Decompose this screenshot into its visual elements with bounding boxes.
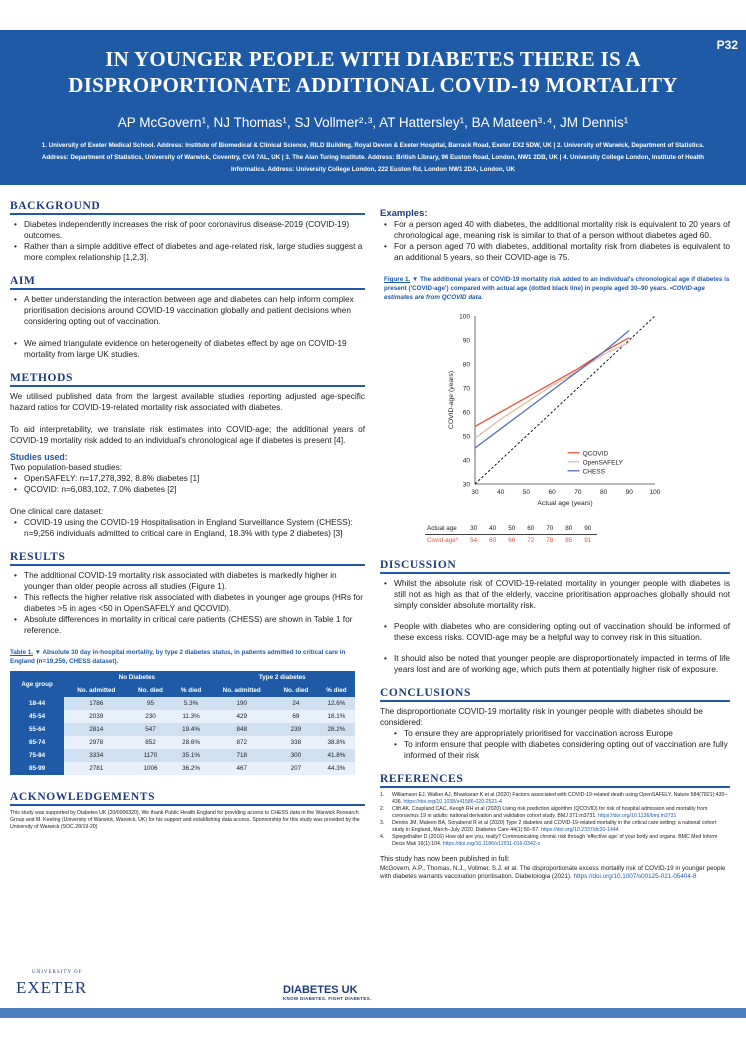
table-cell: 2978 <box>64 736 128 749</box>
table-row <box>10 710 355 723</box>
x-tick-label: 30 <box>471 489 479 496</box>
diabetes-uk-logo <box>283 984 372 1001</box>
table-cell: 16.1% <box>318 710 355 723</box>
exeter-logo <box>16 970 88 998</box>
y-axis-label: COVID-age (years) <box>448 370 455 430</box>
y-tick-label: 90 <box>462 337 470 345</box>
covid-age-cell: 85 <box>565 537 573 544</box>
table-cell: 95 <box>128 697 172 710</box>
discussion-bullet: • People with diabetes who are considering opting out of vaccination should be informed of these excess risks. COVID-age may be a helpful way to convey risk in this situation. <box>380 621 730 643</box>
table-row <box>10 736 355 749</box>
figure-caption-text: The additional years of COVID-19 mortality risk added to an individual's chronological age if diabetes is present ('COVID-age') compared with actual age (dotted black line) in people aged 30–90 years. <box>384 276 730 292</box>
caret-down-icon: ▼ <box>34 649 41 656</box>
table-cell: 44.3% <box>318 762 355 775</box>
discussion-list <box>380 578 730 675</box>
background-bullet: • Rather than a simple additive effect of diabetes and age-related risk, large studies suggest a more complex relationship [1,2,3]. <box>10 241 365 263</box>
reference-item <box>380 806 730 820</box>
clinical-dataset-label: One clinical care dataset: <box>10 506 104 516</box>
reference-link[interactable]: https://doi.org/10.1186/s12911-016-0342-z <box>442 841 541 847</box>
covid-age-row <box>425 535 597 547</box>
figure-label: Figure 1. <box>384 276 411 283</box>
actual-age-cell: 30 <box>470 525 478 532</box>
age-group-cell: 75-84 <box>10 749 64 762</box>
covid-age-cell: 60 <box>489 537 497 544</box>
reference-number: 3. <box>380 820 385 826</box>
studies-heading: Studies used: <box>10 452 68 462</box>
table-cell: 872 <box>210 736 274 749</box>
table-cell: 2781 <box>64 762 128 775</box>
table-cell: 207 <box>274 762 318 775</box>
table-cell: 852 <box>128 736 172 749</box>
covid-age-cell: 66 <box>508 537 516 544</box>
references-heading: REFERENCES <box>380 773 730 788</box>
actual-age-cell: 90 <box>584 525 592 532</box>
caret-down-icon: ▼ <box>412 276 419 283</box>
table-cell: 1786 <box>64 697 128 710</box>
table-cell: 69 <box>274 710 318 723</box>
table-row <box>10 749 355 762</box>
col-header: No. admitted <box>64 684 128 697</box>
reference-item <box>380 820 730 834</box>
table-cell: 28.2% <box>318 723 355 736</box>
table-cell: 28.6% <box>172 736 209 749</box>
published-heading: This study has now been published in full: <box>380 856 510 863</box>
x-tick-label: 90 <box>625 489 633 496</box>
results-heading: RESULTS <box>10 551 365 566</box>
conclusions-text: The disproportionate COVID-19 mortality risk in younger people with diabetes should be considered: <box>380 706 703 727</box>
age-group-cell: 65-74 <box>10 736 64 749</box>
table-cell: 38.8% <box>318 736 355 749</box>
diabetes-uk-tagline: KNOW DIABETES. FIGHT DIABETES. <box>283 996 372 1001</box>
table-cell: 429 <box>210 710 274 723</box>
table-cell: 239 <box>274 723 318 736</box>
table-cell: 19.4% <box>172 723 209 736</box>
y-tick-label: 100 <box>459 313 470 321</box>
reference-number: 2. <box>380 806 385 812</box>
methods-paragraph: We utilised published data from the largest available studies reporting adjusted age-specific hazard ratios for COVID-19-related mortality risk associated with diabetes. <box>10 391 365 412</box>
title-line-1: IN YOUNGER PEOPLE WITH DIABETES THERE IS A <box>105 47 641 71</box>
example-bullet: • For a person aged 70 with diabetes, additional mortality risk from diabetes is equivalent to an additional 5 years, so their COVID-age is 75. <box>380 241 730 263</box>
study-bullet: • OpenSAFELY: n=17,278,392, 8.8% diabetes [1] <box>10 473 365 484</box>
actual-age-cell: 40 <box>489 525 497 532</box>
results-bullet: • This reflects the higher relative risk associated with diabetes in younger age groups (HRs for diabetes >5 in ages <50 in OpenSAFELY and QCOVID). <box>10 592 365 614</box>
background-list <box>10 219 365 263</box>
exeter-logo-small-text: UNIVERSITY OF <box>32 970 83 975</box>
table-row <box>10 723 355 736</box>
col-header: No. admitted <box>210 684 274 697</box>
age-group-cell: 85-99 <box>10 762 64 775</box>
actual-age-cell: 50 <box>508 525 516 532</box>
reference-text: Clift AK, Coupland CAC, Keogh RH et al (2020) Living risk prediction algorithm (QCOVID) for risk of hospital admission and mortality from coronavirus 19 in adults: national derivation and validation cohort study. BMJ 371:m3731. <box>392 806 708 819</box>
discussion-bullet: • Whilst the absolute risk of COVID-19-related mortality in younger people with diabetes is still not as high as that of the elderly, vaccine prioritisation approaches globally should not simply consider absolute mortality risk. <box>380 578 730 611</box>
conclusion-bullet: • To inform ensure that people with diabetes considering opting out of vaccination are fully informed of their risk <box>390 739 730 761</box>
table-cell: 41.8% <box>318 749 355 762</box>
covid-age-chart <box>380 306 730 521</box>
table-cell: 24 <box>274 697 318 710</box>
conclusion-bullet: • To ensure they are appropriately prioritised for vaccination across Europe <box>390 728 730 739</box>
table-row <box>10 697 355 710</box>
legend-label: QCOVID <box>582 450 609 458</box>
x-tick-label: 60 <box>548 489 556 496</box>
table-cell: 2814 <box>64 723 128 736</box>
table-cell: 1006 <box>128 762 172 775</box>
table-cell: 1170 <box>128 749 172 762</box>
reference-text: Williamson EJ, Walker AJ, Bhaskaran K et al (2020) Factors associated with COVID-19-related death using OpenSAFELY. Nature 584(7821):430–436. <box>392 792 728 805</box>
published-text: McGovern, A.P., Thomas, N.J., Vollmer, S.J. et al. The disproportionate excess mortality risk of COVID-19 in younger people with diabetes warrants vaccination prioritisation. Diabetologia (2021). <box>380 865 726 880</box>
background-bullet: • Diabetes independently increases the risk of poor coronavirus disease-2019 (COVID-19) outcomes. <box>10 219 365 241</box>
no-diabetes-header: No Diabetes <box>64 671 209 684</box>
actual-age-cell: 70 <box>546 525 554 532</box>
acknowledgements-text: This study was supported by Diabetes UK (20/0006320). We thank Public Health England for providing access to CHESS data in the Warwick Research Group and M. Keeling (University of Warwick, Warwick, UK) for his support and establishing data access. Sponsorship for this study was provided by the University of Warwick (SOC.28/19-20) <box>10 810 360 830</box>
age-lookup-table <box>425 523 597 546</box>
covid-age-label: Covid-age* <box>427 537 459 544</box>
actual-age-cell: 80 <box>565 525 573 532</box>
affiliations: 1. University of Exeter Medical School. Address: Institute of Biomedical & Clinical Science, RILD Building, Royal Devon & Exeter Hospital, Barrack Road, Exeter EX2 5DW, UK | 2. University of Warwick, Department of Statistics. Address: Department of Statistics, University of Warwick, Coventry, CV4 7AL, UK | 3. The Alan Turing Institute. Address: British Library, 96 Euston Road, London, NW1 2DB, UK | 4. University College London, Institute of Health Informatics. Address: University College London, 222 Euston Rd, London NW1 2DA, London, UK <box>41 142 705 173</box>
population-studies-list <box>10 473 365 495</box>
table-cell: 190 <box>210 697 274 710</box>
type2-diabetes-header: Type 2 diabetes <box>210 671 355 684</box>
covid-age-cell: 72 <box>527 537 535 544</box>
aim-heading: AIM <box>10 275 365 290</box>
authors: AP McGovern¹, NJ Thomas¹, SJ Vollmer²·³, AT Hattersley¹, BA Mateen³·⁴, JM Dennis¹ <box>117 115 629 130</box>
discussion-heading: DISCUSSION <box>380 559 730 574</box>
conclusions-list <box>380 728 730 761</box>
actual-age-row <box>425 523 597 535</box>
table-cell: 35.1% <box>172 749 209 762</box>
figure-caption <box>380 275 730 302</box>
results-bullet: • The additional COVID-19 mortality risk associated with diabetes is markedly higher in younger than older people across all studies (Figure 1). <box>10 570 365 592</box>
age-group-cell: 18-44 <box>10 697 64 710</box>
published-citation <box>380 865 730 881</box>
background-heading: BACKGROUND <box>10 200 365 215</box>
actual-age-cell: 60 <box>527 525 535 532</box>
table-body <box>10 697 355 775</box>
population-studies-label: Two population-based studies: <box>10 462 123 472</box>
y-tick-label: 70 <box>462 385 470 393</box>
table-cell: 467 <box>210 762 274 775</box>
age-group-cell: 55-64 <box>10 723 64 736</box>
reference-link[interactable]: https://doi.org/10.2337/dc20-1444 <box>541 827 619 833</box>
reference-item <box>380 834 730 848</box>
col-header: No. died <box>128 684 172 697</box>
table-cell: 718 <box>210 749 274 762</box>
reference-item <box>380 792 730 806</box>
table-cell: 2039 <box>64 710 128 723</box>
methods-paragraph: To aid interpretability, we translate risk estimates into COVID-age; the additional years of COVID-19 mortality risk added to an individual's chronological age if diabetes is present [4]. <box>10 424 365 445</box>
reference-number: 1. <box>380 792 385 798</box>
mortality-table <box>10 671 355 775</box>
y-tick-label: 30 <box>462 481 470 489</box>
poster-header <box>0 30 746 185</box>
table-caption-text: Absolute 30 day in-hospital mortality, by type 2 diabetes status, in patients admitted to critical care in England (n=19,256, CHESS dataset). <box>10 649 346 665</box>
examples-heading: Examples: <box>380 208 428 219</box>
reference-text: Dennis JM, Mateen BA, Sonabend R et al (2020) Type 2 diabetes and COVID-19-related mortality in the critical care setting: a national cohort study in England, March–July 2020. Diabetes Care 44(1):50–57. <box>392 820 717 833</box>
col-header: % died <box>318 684 355 697</box>
y-tick-label: 50 <box>462 433 470 441</box>
table-cell: 230 <box>128 710 172 723</box>
reference-link[interactable]: https://doi.org/10.1136/bmj.m3731 <box>598 813 677 819</box>
x-tick-label: 100 <box>649 489 661 496</box>
exeter-logo-text: EXETER <box>16 978 88 997</box>
table-cell: 12.6% <box>318 697 355 710</box>
table-cell: 36.2% <box>172 762 209 775</box>
table-label: Table 1. <box>10 649 33 656</box>
series-line-qcovid <box>475 338 629 427</box>
table-cell: 547 <box>128 723 172 736</box>
x-tick-label: 80 <box>599 489 608 496</box>
table-row <box>10 762 355 775</box>
clinical-dataset-list <box>10 517 365 539</box>
study-bullet: • COVID-19 using the COVID-19 Hospitalisation in England Surveillance System (CHESS): n=9,256 individuals admitted to critical care in England, 18.3% with type 2 diabetes) [3] <box>10 517 365 539</box>
published-link[interactable]: https://doi.org/10.1007/s00125-021-05404-8 <box>573 873 697 880</box>
x-tick-label: 50 <box>522 489 531 496</box>
covid-age-cell: 91 <box>584 537 592 544</box>
table-cell: 3334 <box>64 749 128 762</box>
right-column <box>380 208 730 881</box>
legend-label: CHESS <box>582 468 605 476</box>
bottom-bar <box>0 1008 746 1018</box>
reference-line <box>475 316 655 484</box>
conclusions-heading: CONCLUSIONS <box>380 687 730 702</box>
actual-age-label: Actual age <box>427 525 457 532</box>
table-cell: 5.3% <box>172 697 209 710</box>
x-tick-label: 40 <box>497 489 505 496</box>
reference-number: 4. <box>380 834 385 840</box>
aim-bullet: • We aimed triangulate evidence on heterogeneity of diabetes effect by age on COVID-19 mortality from large UK studies. <box>10 338 365 360</box>
age-group-cell: 45-54 <box>10 710 64 723</box>
references-list <box>380 792 730 848</box>
y-tick-label: 60 <box>462 409 470 417</box>
series-line-chess <box>475 330 629 448</box>
diabetes-uk-logo-text: DIABETES UK <box>283 984 358 996</box>
table-cell: 848 <box>210 723 274 736</box>
acknowledgements-heading: ACKNOWLEDGEMENTS <box>10 791 365 806</box>
covid-age-cell: 78 <box>546 537 554 544</box>
aim-bullet: • A better understanding the interaction between age and diabetes can help inform complex prioritisation decisions around COVID-19 vaccination globally and patient decisions when considering opting out of vaccination. <box>10 294 365 327</box>
left-column <box>10 200 365 831</box>
age-group-header: Age group <box>10 671 64 697</box>
col-header: No. died <box>274 684 318 697</box>
results-bullet: • Absolute differences in mortality in critical care patients (CHESS) are shown in Table 1 for reference. <box>10 614 365 636</box>
top-stripe <box>0 0 746 30</box>
methods-heading: METHODS <box>10 372 365 387</box>
study-bullet: • QCOVID: n=6,083,102, 7.0% diabetes [2] <box>10 484 365 495</box>
poster-title <box>20 46 726 98</box>
table-cell: 11.3% <box>172 710 209 723</box>
aim-list <box>10 294 365 360</box>
results-list <box>10 570 365 636</box>
reference-link[interactable]: https://doi.org/10.1038/s41586-020-2521-4 <box>403 799 502 805</box>
reference-text: Spiegelhalter D (2016) How old are you, really? Communicating chronic risk through 'effective age' of your body and organs. BMC Med Inform Decis Mak 16(1):104. <box>392 834 718 847</box>
examples-list <box>380 219 730 263</box>
table-cell: 300 <box>274 749 318 762</box>
table-caption <box>10 648 365 666</box>
poster-id: P32 <box>716 38 738 52</box>
legend-label: OpenSAFELY <box>582 459 623 467</box>
table-cell: 338 <box>274 736 318 749</box>
covid-age-cell: 54 <box>470 537 478 544</box>
discussion-bullet: • It should also be noted that younger people are disproportionately impacted in terms of life years lost and are of working age, which puts them at potentially higher risk of exposure. <box>380 653 730 675</box>
y-tick-label: 40 <box>462 457 470 465</box>
col-header: % died <box>172 684 209 697</box>
x-axis-label: Actual age (years) <box>537 500 593 507</box>
x-tick-label: 70 <box>574 489 582 496</box>
figure-caption-note: •COVID-age estimates are from QCOVID data. <box>384 285 705 301</box>
example-bullet: • For a person aged 40 with diabetes, the additional mortality risk is equivalent to 20 years of chronological age, meaning risk is similar to that of a person without diabetes aged 60. <box>380 219 730 241</box>
y-tick-label: 80 <box>462 361 470 369</box>
title-line-2: DISPROPORTIONATE ADDITIONAL COVID-19 MORTALITY <box>68 73 678 97</box>
